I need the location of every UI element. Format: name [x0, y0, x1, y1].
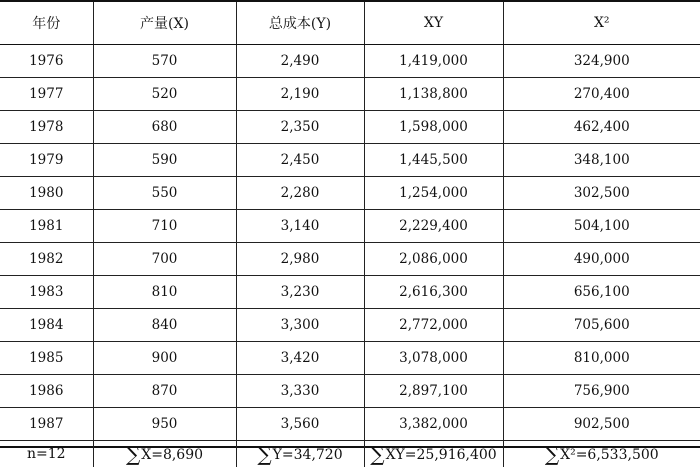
cell-total-cost-y: 2,980 [236, 243, 364, 276]
cell-output-x: 870 [93, 375, 236, 408]
cell-xy: 2,086,000 [364, 243, 503, 276]
cell-output-x: 810 [93, 276, 236, 309]
summary-sum-x-squared-value: X²=6,533,500 [560, 447, 659, 463]
cell-total-cost-y: 3,420 [236, 342, 364, 375]
cell-total-cost-y: 3,300 [236, 309, 364, 342]
sigma-symbol: ∑ [370, 442, 384, 466]
cell-year: 1986 [0, 375, 93, 408]
cell-xy: 2,229,400 [364, 210, 503, 243]
summary-sum-x-value: X=8,690 [141, 447, 203, 463]
cell-year: 1977 [0, 78, 93, 111]
cell-xy: 1,445,500 [364, 144, 503, 177]
sigma-symbol: ∑ [257, 442, 271, 466]
cell-year: 1980 [0, 177, 93, 210]
summary-row [0, 441, 700, 467]
summary-n: n=12 [0, 441, 93, 467]
cell-x-squared: 810,000 [503, 342, 700, 375]
cell-year: 1978 [0, 111, 93, 144]
summary-sum-x [93, 441, 236, 467]
sigma-symbol: ∑ [545, 442, 559, 466]
cell-output-x: 520 [93, 78, 236, 111]
cell-xy: 1,254,000 [364, 177, 503, 210]
cell-xy: 2,616,300 [364, 276, 503, 309]
cell-x-squared: 324,900 [503, 45, 700, 78]
header-x-squared: X² [503, 2, 700, 45]
header-total-cost-y: 总成本(Y) [236, 2, 364, 45]
cell-year: 1984 [0, 309, 93, 342]
cell-output-x: 840 [93, 309, 236, 342]
cell-output-x: 680 [93, 111, 236, 144]
table-row [0, 408, 700, 441]
table-row [0, 78, 700, 111]
header-row [0, 2, 700, 45]
cell-x-squared: 656,100 [503, 276, 700, 309]
summary-sum-y [236, 441, 364, 467]
summary-sum-xy [364, 441, 503, 467]
cell-output-x: 590 [93, 144, 236, 177]
header-year: 年份 [0, 2, 93, 45]
cell-total-cost-y: 2,450 [236, 144, 364, 177]
table-body [0, 45, 700, 441]
cell-output-x: 550 [93, 177, 236, 210]
table-row [0, 375, 700, 408]
cell-total-cost-y: 3,230 [236, 276, 364, 309]
cell-xy: 1,598,000 [364, 111, 503, 144]
table-row [0, 276, 700, 309]
cell-year: 1982 [0, 243, 93, 276]
cell-xy: 1,419,000 [364, 45, 503, 78]
production-cost-table [0, 2, 700, 467]
table-row [0, 210, 700, 243]
cell-xy: 2,772,000 [364, 309, 503, 342]
table-row [0, 144, 700, 177]
cell-output-x: 950 [93, 408, 236, 441]
table-row [0, 177, 700, 210]
cell-output-x: 570 [93, 45, 236, 78]
cell-total-cost-y: 2,350 [236, 111, 364, 144]
cell-output-x: 710 [93, 210, 236, 243]
cell-year: 1983 [0, 276, 93, 309]
cell-year: 1979 [0, 144, 93, 177]
cell-total-cost-y: 2,490 [236, 45, 364, 78]
cell-year: 1987 [0, 408, 93, 441]
cell-year: 1981 [0, 210, 93, 243]
cell-x-squared: 902,500 [503, 408, 700, 441]
table-row [0, 111, 700, 144]
summary-sum-x-squared [503, 441, 700, 467]
cell-total-cost-y: 2,190 [236, 78, 364, 111]
cell-total-cost-y: 3,330 [236, 375, 364, 408]
cell-output-x: 900 [93, 342, 236, 375]
cell-output-x: 700 [93, 243, 236, 276]
cell-x-squared: 756,900 [503, 375, 700, 408]
cell-xy: 3,382,000 [364, 408, 503, 441]
cell-year: 1985 [0, 342, 93, 375]
cell-x-squared: 302,500 [503, 177, 700, 210]
cell-total-cost-y: 2,280 [236, 177, 364, 210]
table-row [0, 243, 700, 276]
summary-sum-y-value: Y=34,720 [273, 447, 343, 463]
summary-sum-xy-value: XY=25,916,400 [386, 447, 497, 463]
table-row [0, 45, 700, 78]
table-row [0, 309, 700, 342]
cell-x-squared: 348,100 [503, 144, 700, 177]
cell-x-squared: 270,400 [503, 78, 700, 111]
cell-xy: 1,138,800 [364, 78, 503, 111]
cell-x-squared: 490,000 [503, 243, 700, 276]
cell-x-squared: 705,600 [503, 309, 700, 342]
cell-year: 1976 [0, 45, 93, 78]
cell-xy: 2,897,100 [364, 375, 503, 408]
cell-total-cost-y: 3,560 [236, 408, 364, 441]
cell-xy: 3,078,000 [364, 342, 503, 375]
table-row [0, 342, 700, 375]
cell-x-squared: 462,400 [503, 111, 700, 144]
sigma-symbol: ∑ [126, 442, 140, 466]
header-output-x: 产量(X) [93, 2, 236, 45]
cell-total-cost-y: 3,140 [236, 210, 364, 243]
header-xy: XY [364, 2, 503, 45]
cell-x-squared: 504,100 [503, 210, 700, 243]
